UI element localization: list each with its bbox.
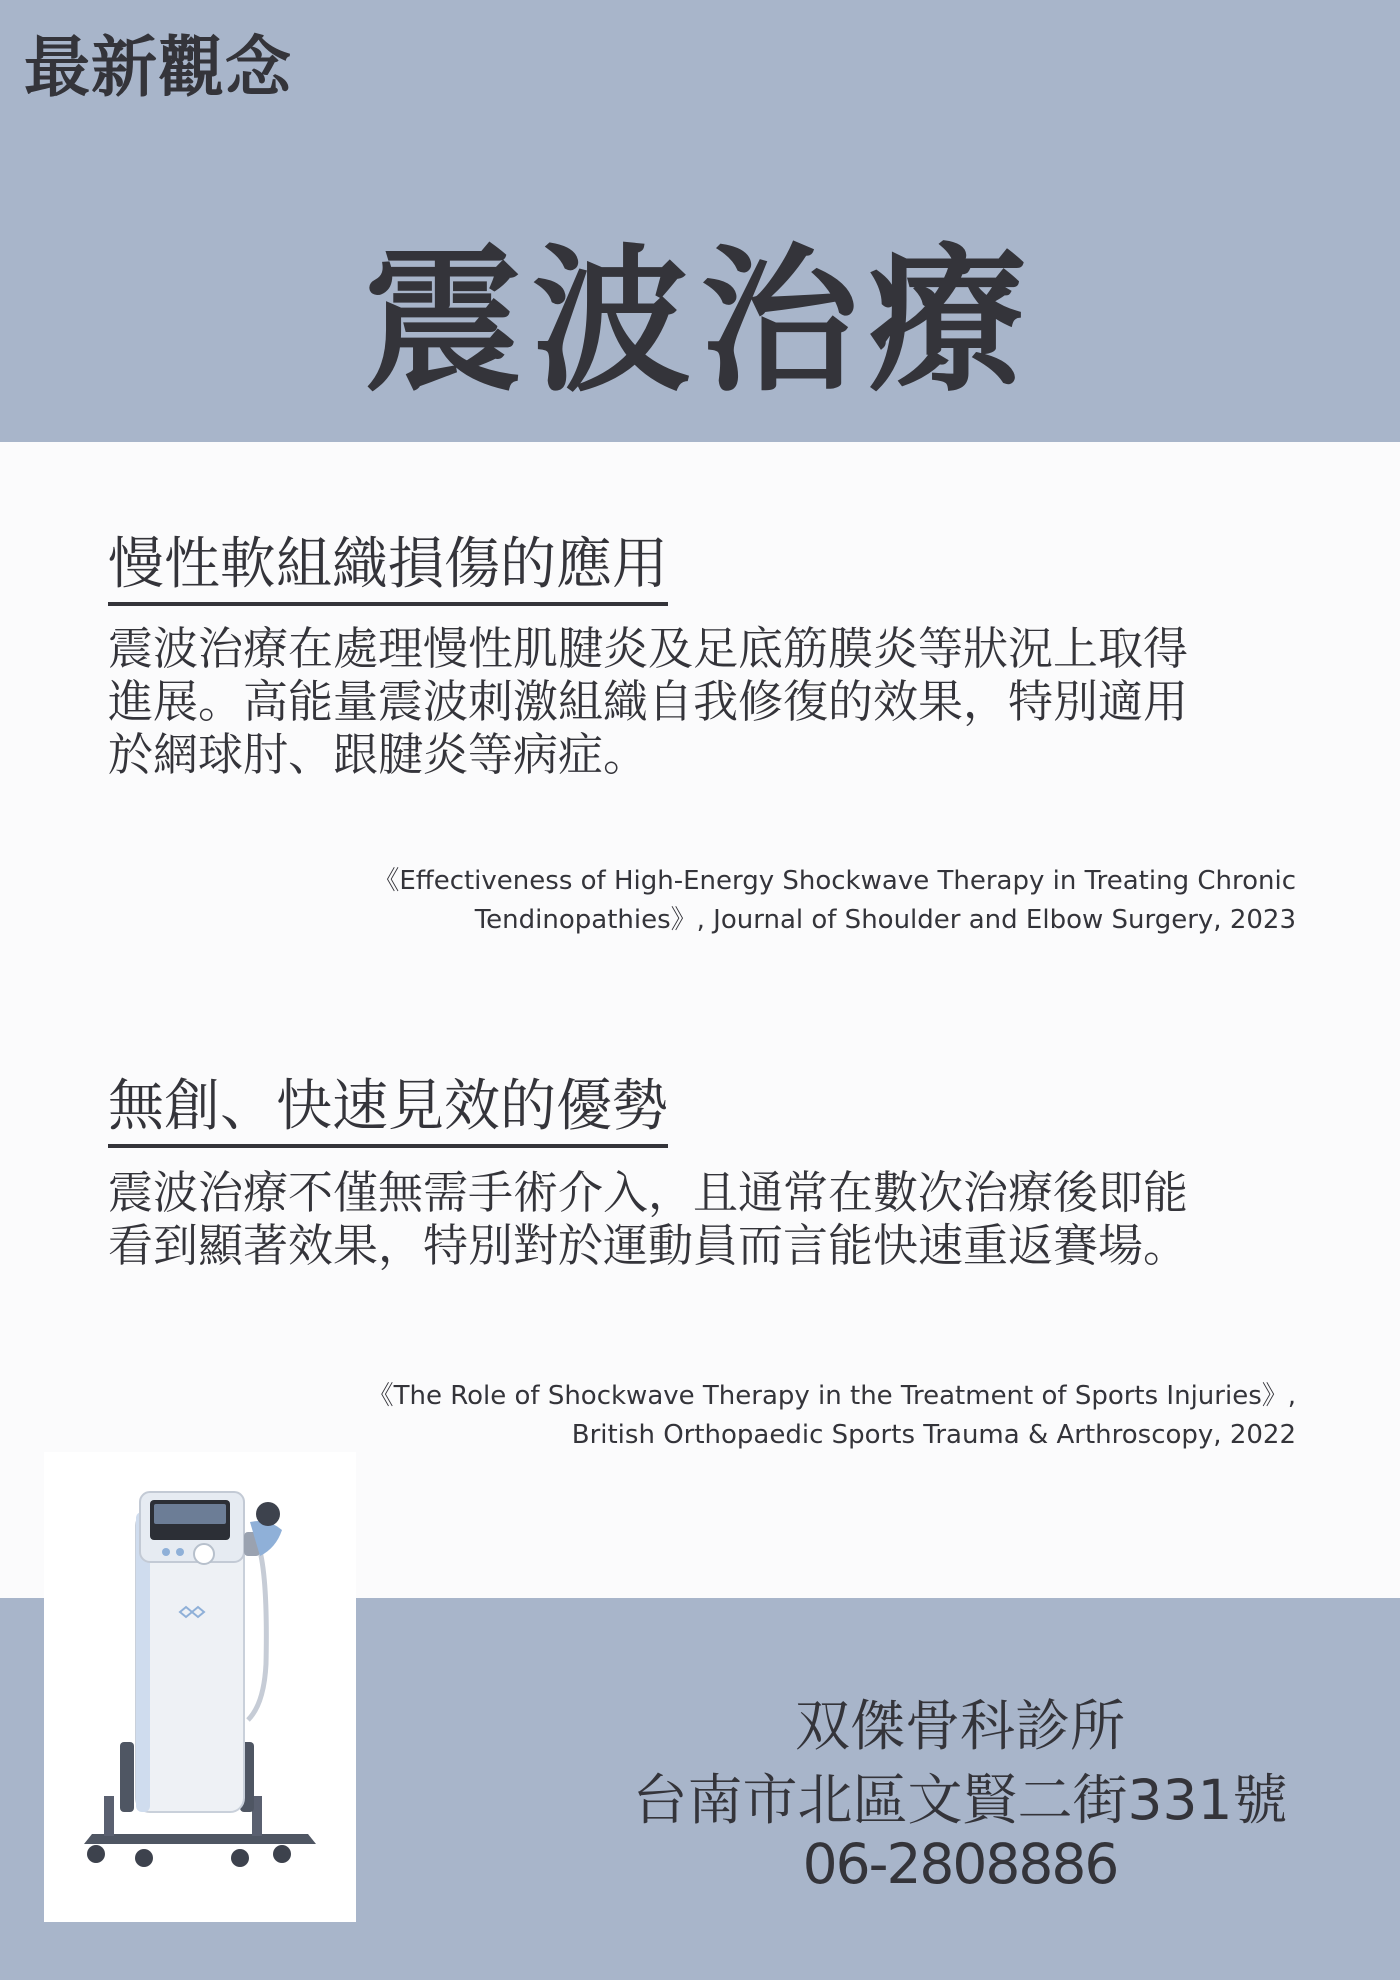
citation-line: Tendinopathies》, Journal of Shoulder and Elbow Surgery, 2023 <box>474 905 1296 935</box>
body-line: 看到顯著效果，特別對於運動員而言能快速重返賽場。 <box>108 1219 1189 1272</box>
section-heading-chronic-injury: 慢性軟組織損傷的應用 <box>108 532 668 606</box>
section-heading-noninvasive: 無創、快速見效的優勢 <box>108 1074 668 1148</box>
body-line: 於網球肘、跟腱炎等病症。 <box>108 728 649 781</box>
page-title: 震波治療 <box>364 230 1036 414</box>
section-body-noninvasive <box>108 1166 1308 1272</box>
citation-line: 《The Role of Shockwave Therapy in the Treatment of Sports Injuries》, <box>367 1381 1296 1411</box>
citation-noninvasive <box>296 1377 1296 1455</box>
shockwave-device-icon <box>44 1452 356 1922</box>
citation-line: British Orthopaedic Sports Trauma & Arthroscopy, 2022 <box>571 1420 1296 1450</box>
citation-chronic-injury <box>296 862 1296 940</box>
category-tag: 最新觀念 <box>24 29 292 106</box>
clinic-phone: 06-2808886 <box>802 1832 1118 1896</box>
clinic-name: 双傑骨科診所 <box>794 1694 1125 1758</box>
citation-line: 《Effectiveness of High-Energy Shockwave Therapy in Treating Chronic <box>373 866 1296 896</box>
device-photo <box>44 1452 356 1922</box>
body-line: 進展。高能量震波刺激組織自我修復的效果，特別適用 <box>108 675 1189 728</box>
section-body-chronic-injury <box>108 622 1308 781</box>
body-line: 震波治療不僅無需手術介入，且通常在數次治療後即能 <box>108 1166 1189 1219</box>
clinic-address: 台南市北區文賢二街331號 <box>632 1768 1288 1832</box>
body-line: 震波治療在處理慢性肌腱炎及足底筋膜炎等狀況上取得 <box>108 622 1189 675</box>
